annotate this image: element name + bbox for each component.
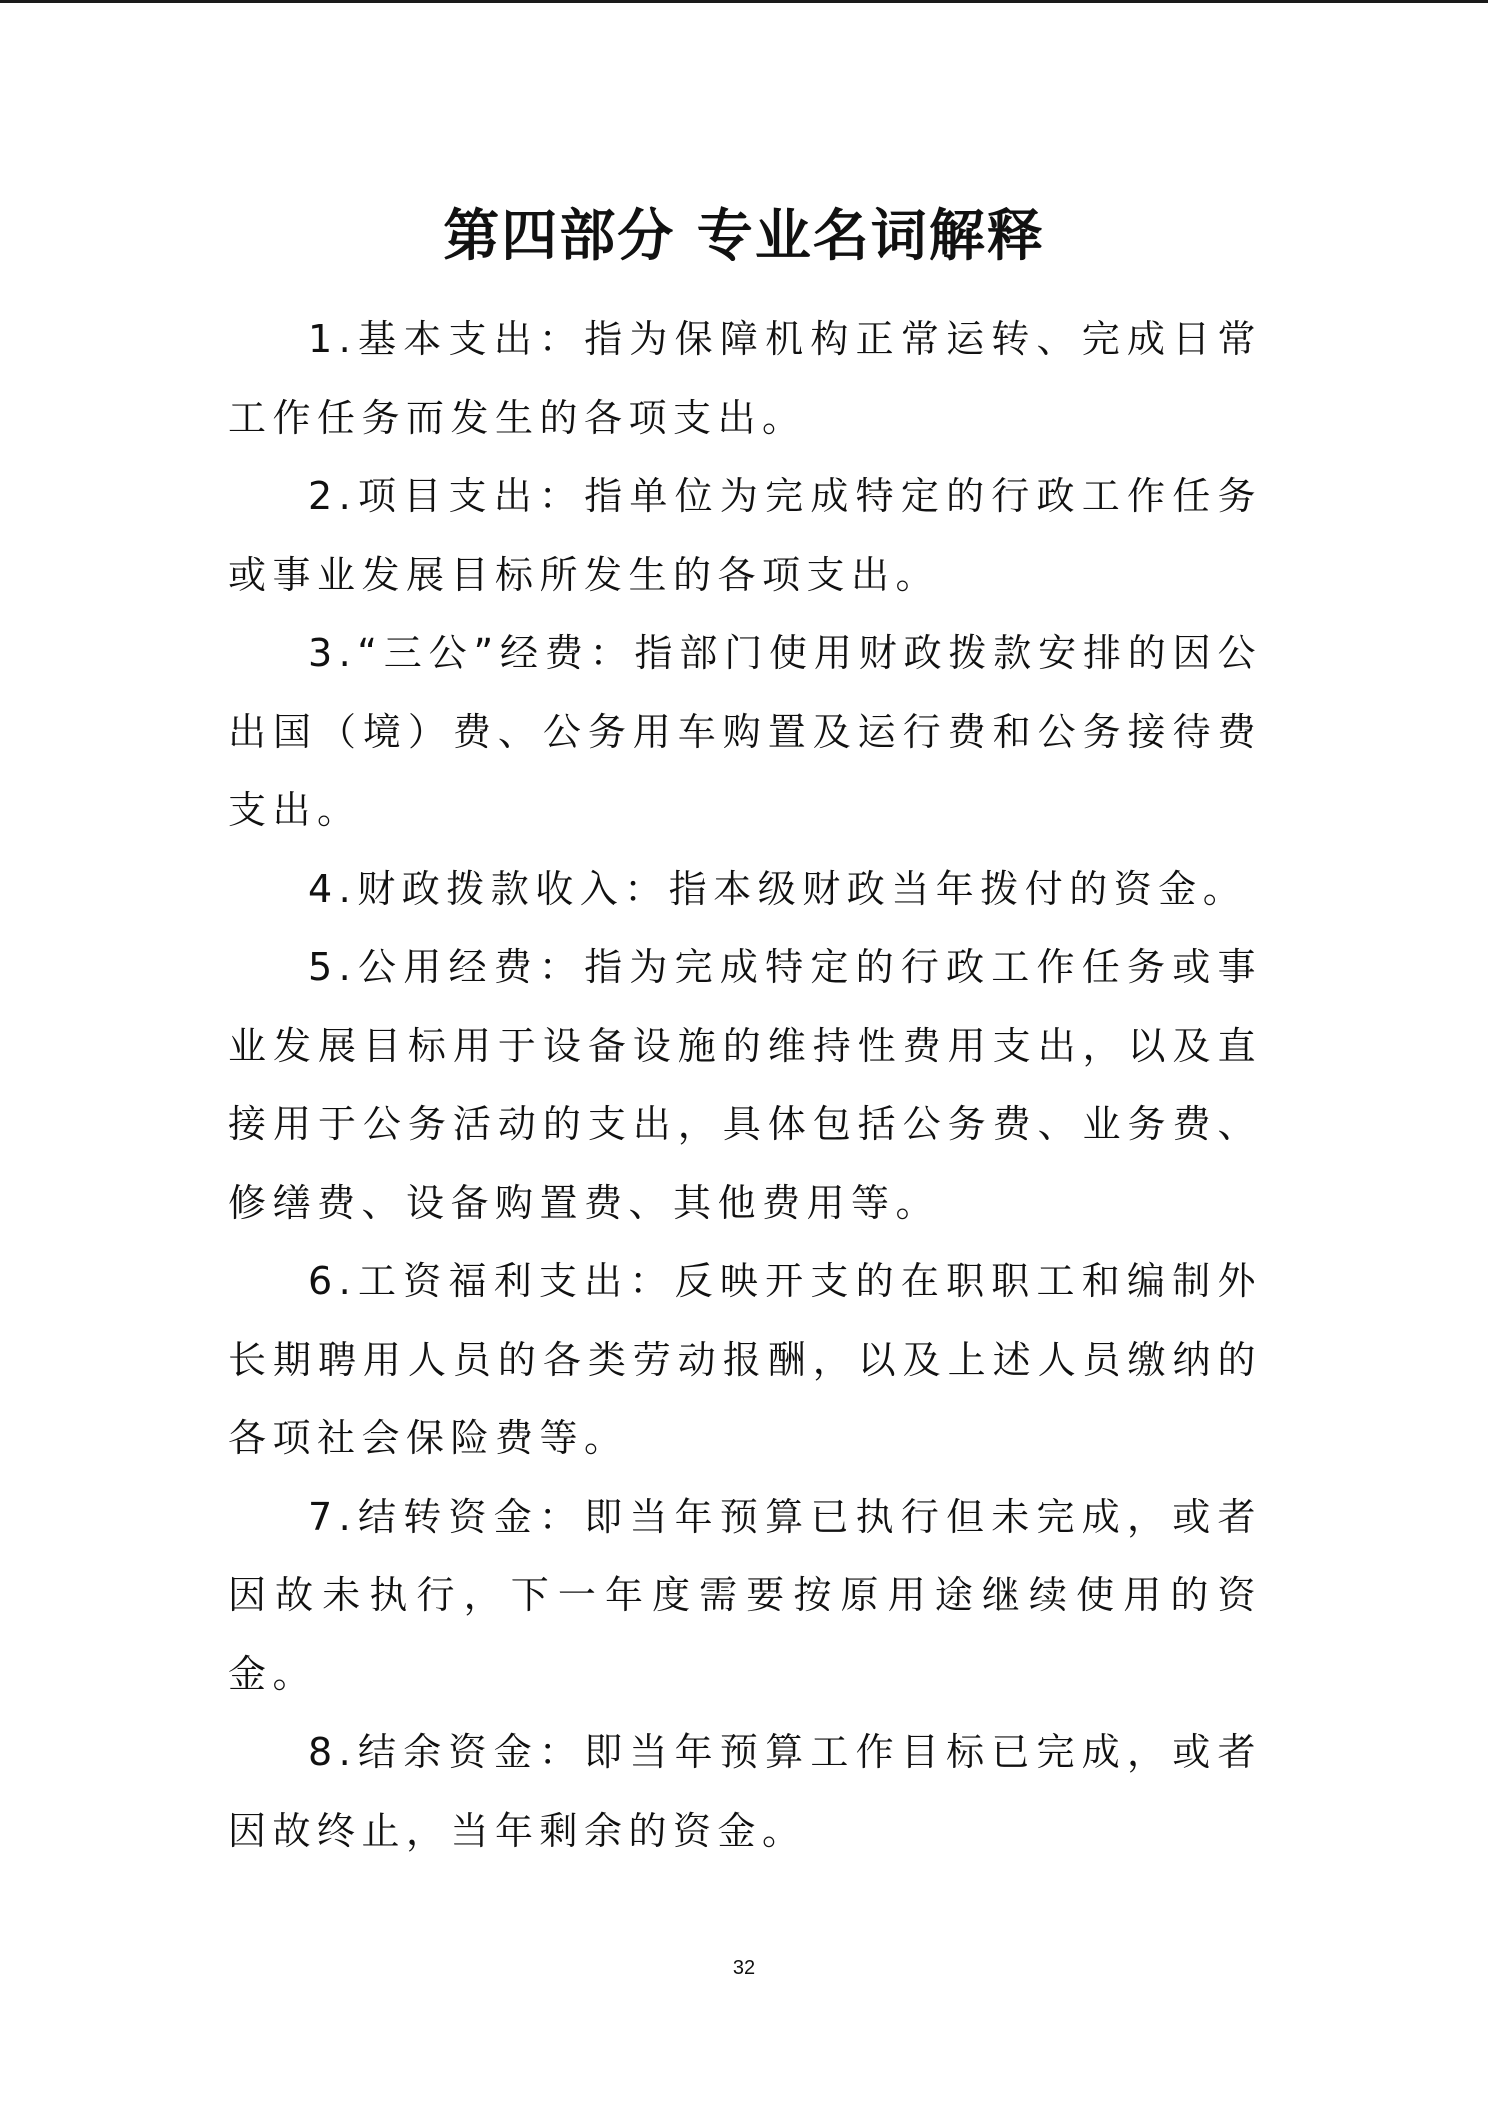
term-label: 1.基本支出： [308,317,585,361]
term-label: 4.财政拨款收入： [308,866,669,911]
term-project-expenditure [228,457,1262,614]
term-label: 3.“三公”经费： [308,631,635,675]
term-surplus-funds [228,1713,1262,1870]
term-carryover-funds [228,1478,1262,1714]
term-label: 2.项目支出： [308,474,585,518]
page-number: 32 [732,1957,756,1979]
term-basic-expenditure [228,300,1262,457]
term-definition: 指部门使用财政拨款安排的因公出国（境）费、公务用车购置及运行费和公务接待费支出。 [228,631,1262,832]
term-label: 8.结余资金： [308,1730,585,1774]
term-fiscal-appropriation-income [228,850,1262,929]
term-label: 7.结转资金： [308,1494,585,1539]
term-definition: 即当年预算工作目标已完成，或者因故终止，当年剩余的资金。 [228,1730,1262,1853]
terms-list [228,300,1262,1870]
page-title: 第四部分 专业名词解释 [443,203,1045,269]
term-label: 5.公用经费： [308,945,585,989]
term-definition: 指单位为完成特定的行政工作任务或事业发展目标所发生的各项支出。 [228,474,1262,597]
term-definition: 指为完成特定的行政工作任务或事业发展目标用于设备设施的维持性费用支出，以及直接用于公务活动的支出，具体包括公务费、业务费、修缮费、设备购置费、其他费用等。 [228,945,1262,1225]
term-definition: 指本级财政当年拨付的资金。 [668,866,1248,911]
term-three-public-expenses [228,614,1262,850]
top-border-line [0,0,1488,3]
term-definition: 即当年预算已执行但未完成，或者因故未执行，下一年度需要按原用途继续使用的资金。 [228,1494,1262,1696]
term-salary-welfare-expenditure [228,1242,1262,1478]
term-public-funds [228,928,1262,1242]
term-label: 6.工资福利支出： [308,1259,675,1303]
term-definition: 指为保障机构正常运转、完成日常工作任务而发生的各项支出。 [228,317,1262,440]
term-definition: 反映开支的在职职工和编制外长期聘用人员的各类劳动报酬，以及上述人员缴纳的各项社会保险费等。 [228,1259,1262,1460]
